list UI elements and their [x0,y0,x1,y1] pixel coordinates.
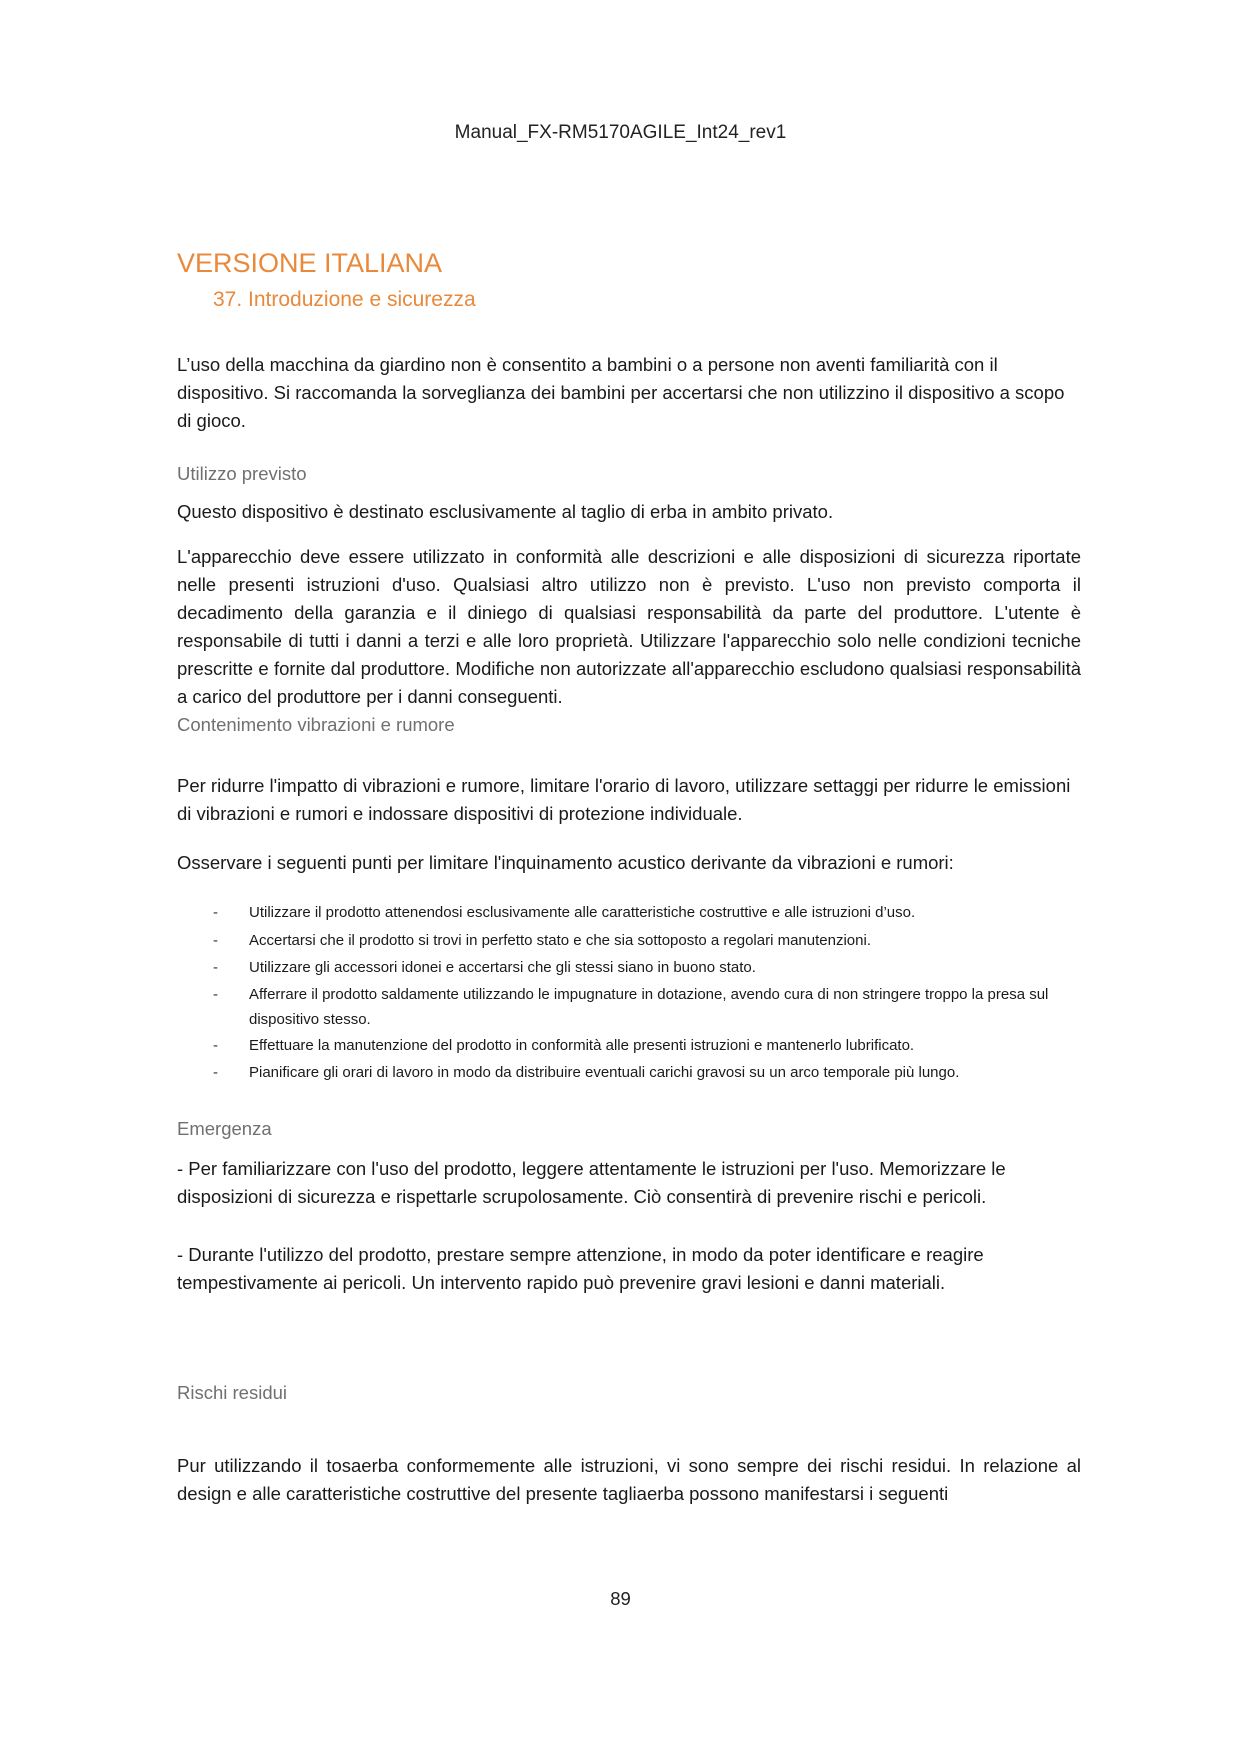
list-item [213,1059,1081,1087]
emergency-paragraph-2: - Durante l'utilizzo del prodotto, prestare sempre attenzione, in modo da poter identificare e reagire tempestivamente ai pericoli. Un intervento rapido può prevenire gravi lesioni e danni materiali. [177,1243,984,1293]
intended-use-paragraph-1: Questo dispositivo è destinato esclusivamente al taglio di erba in ambito privato. [177,501,834,522]
list-item-text: Utilizzare il prodotto attenendosi esclusivamente alle caratteristiche costruttive e alle istruzioni d’uso. [249,904,916,921]
list-bullet: - [213,931,218,949]
vibration-heading: Contenimento vibrazioni e rumore [177,714,455,735]
page-number: 89 [610,1588,631,1609]
list-item [213,1032,1081,1060]
list-item [213,899,1081,927]
intended-use-paragraph-2: L'apparecchio deve essere utilizzato in conformità alle descrizioni e alle disposizioni di sicurezza riportate nelle presenti istruzioni d'uso. Qualsiasi altro utilizzo non è previsto. L'uso non previsto comporta il decadimento della garanzia e il diniego di qualsiasi responsabilità da parte del produttore. L'utente è responsabile di tutti i danni a terzi e alle loro proprietà. Utilizzare l'apparecchio solo nelle condizioni tecniche prescritte e fornite dal produttore. Modifiche non autorizzate all'apparecchio escludono qualsiasi responsabilità a carico del produttore per i danni conseguenti. [177,546,1081,707]
list-item [213,927,1081,955]
vibration-paragraph-1: Per ridurre l'impatto di vibrazioni e rumore, limitare l'orario di lavoro, utilizzare settaggi per ridurre le emissioni di vibrazioni e rumori e indossare dispositivi di protezione individuale. [177,775,1071,824]
section-title: VERSIONE ITALIANA [177,248,443,278]
vibration-list [177,899,1081,1087]
intended-use-heading: Utilizzo previsto [177,463,307,484]
residual-risks-heading: Rischi residui [177,1381,288,1403]
list-item [213,982,1081,1032]
list-bullet: - [213,985,218,1003]
list-bullet: - [213,959,218,976]
emergency-paragraph-1: - Per familiarizzare con l'uso del prodotto, leggere attentamente le istruzioni per l'uso. Memorizzare le disposizioni di sicurezza e rispettarle scrupolosamente. Ciò consentirà di prevenire rischi e pericoli. [177,1157,1006,1207]
list-item [213,954,1081,982]
list-item-text: Pianificare gli orari di lavoro in modo da distribuire eventuali carichi gravosi su un arco temporale più lungo. [249,1064,960,1081]
page-header: Manual_FX-RM5170AGILE_Int24_rev1 [454,122,787,143]
list-item-text: Accertarsi che il prodotto si trovi in perfetto stato e che sia sottoposto a regolari manutenzioni. [249,931,871,949]
list-bullet: - [213,1036,218,1054]
chapter-title: 37. Introduzione e sicurezza [213,288,476,311]
residual-risks-paragraph: Pur utilizzando il tosaerba conformemente alle istruzioni, vi sono sempre dei rischi residui. In relazione al design e alle caratteristiche costruttive del presente tagliaerba possono manifestarsi i seguenti [177,1454,1081,1504]
emergency-heading: Emergenza [177,1117,272,1139]
intro-paragraph: L’uso della macchina da giardino non è consentito a bambini o a persone non aventi familiarità con il dispositivo. Si raccomanda la sorveglianza dei bambini per accertarsi che non utilizzino il dispositivo a scopo di gioco. [177,354,1065,431]
vibration-paragraph-2: Osservare i seguenti punti per limitare l'inquinamento acustico derivante da vibrazioni e rumori: [177,852,954,873]
list-item-text: Afferrare il prodotto saldamente utilizzando le impugnature in dotazione, avendo cura di non stringere troppo la presa sul dispositivo stesso. [249,985,1049,1028]
list-item-text: Utilizzare gli accessori idonei e accertarsi che gli stessi siano in buono stato. [249,959,756,976]
list-bullet: - [213,1064,218,1081]
list-bullet: - [213,904,218,921]
page-content [177,246,1081,1508]
list-item-text: Effettuare la manutenzione del prodotto in conformità alle presenti istruzioni e mantenerlo lubrificato. [249,1036,915,1054]
